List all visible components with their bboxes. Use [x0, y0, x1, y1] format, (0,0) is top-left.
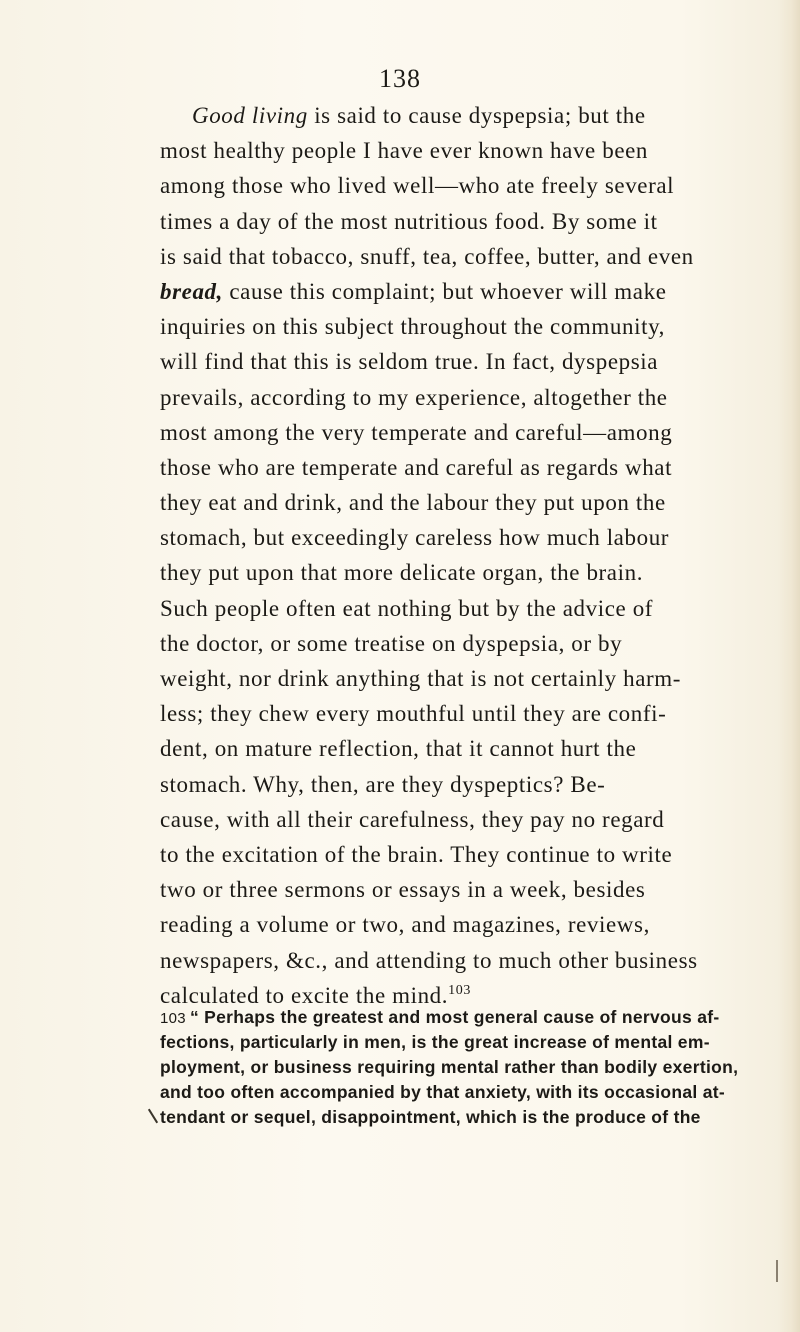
text-run: cause, with all their carefulness, they pay no regard	[160, 806, 665, 832]
page-number: 138	[379, 64, 421, 93]
text-run: they put upon that more delicate organ, the brain.	[160, 560, 644, 586]
text-line	[160, 591, 800, 626]
text-line	[160, 274, 800, 309]
main-paragraph	[160, 98, 800, 1013]
text-run: inquiries on this subject throughout the community,	[160, 314, 666, 340]
text-line	[160, 450, 800, 485]
page-edge-mark	[776, 1260, 778, 1282]
text-line	[160, 767, 800, 802]
text-run: they eat and drink, and the labour they put upon the	[160, 490, 666, 516]
text-run: newspapers, &c., and attending to much other business	[160, 947, 698, 973]
text-line	[160, 485, 800, 520]
text-run: prevails, according to my experience, altogether the	[160, 384, 668, 410]
text-run: Such people often eat nothing but by the advice of	[160, 595, 654, 621]
text-run: reading a volume or two, and magazines, reviews,	[160, 912, 650, 938]
text-run: the doctor, or some treatise on dyspepsia, or by	[160, 630, 623, 656]
text-run: stomach. Why, then, are they dyspeptics? Be-	[160, 771, 606, 797]
text-line	[160, 943, 800, 978]
footnote-text: fections, particularly in men, is the great increase of mental em-	[160, 1032, 710, 1052]
text-run: will find that this is seldom true. In fact, dyspepsia	[160, 349, 659, 375]
text-run: calculated to excite the mind.	[160, 982, 449, 1008]
text-line	[160, 168, 800, 203]
footnote-line	[160, 1080, 800, 1105]
text-line	[160, 872, 800, 907]
text-run: two or three sermons or essays in a week, besides	[160, 877, 646, 903]
text-run: weight, nor drink anything that is not certainly harm-	[160, 666, 682, 691]
text-run: dent, on mature reflection, that it cannot hurt the	[160, 736, 637, 762]
footnote-line	[160, 1030, 800, 1055]
text-line	[160, 907, 800, 942]
text-line	[160, 802, 800, 837]
text-line	[160, 204, 800, 239]
text-run: Good living	[192, 103, 308, 128]
footnote-reference: 103	[448, 982, 471, 998]
text-run: most among the very temperate and careful—among	[160, 419, 673, 445]
text-line	[160, 731, 800, 766]
text-run: to the excitation of the brain. They continue to write	[160, 841, 673, 867]
text-run: stomach, but exceedingly careless how much labour	[160, 525, 670, 551]
text-run: times a day of the most nutritious food. By some it	[160, 208, 658, 234]
text-line	[160, 133, 800, 168]
text-line	[160, 555, 800, 590]
footnote-line	[160, 1005, 800, 1030]
text-run: is said to cause dyspepsia; but the	[307, 103, 646, 128]
footnote-text: and too often accompanied by that anxiety, with its occasional at-	[160, 1082, 725, 1102]
text-line	[160, 626, 800, 661]
footnote	[160, 1005, 800, 1130]
footnote-line	[160, 1055, 800, 1080]
text-line	[160, 696, 800, 731]
text-run: cause this complaint; but whoever will make	[223, 278, 667, 304]
text-run: most healthy people I have ever known have been	[160, 138, 649, 164]
text-run: less; they chew every mouthful until they are confi-	[160, 701, 667, 727]
text-run: bread,	[160, 278, 224, 304]
footnote-text: “ Perhaps the greatest and most general cause of nervous af-	[189, 1007, 720, 1027]
text-run: those who are temperate and careful as regards what	[160, 454, 673, 480]
footnote-text: ployment, or business requiring mental rather than bodily exertion,	[160, 1057, 739, 1077]
text-line	[160, 98, 800, 133]
text-run: is said that tobacco, snuff, tea, coffee, butter, and even	[160, 243, 694, 269]
text-line	[160, 344, 800, 379]
text-line	[160, 661, 800, 696]
text-line	[160, 415, 800, 450]
text-line	[160, 239, 800, 274]
footnote-text: tendant or sequel, disappointment, which is the produce of the	[160, 1107, 701, 1127]
footnote-marker: 103	[160, 1010, 186, 1027]
margin-pencil-mark	[148, 1109, 158, 1124]
text-line	[160, 837, 800, 872]
text-line	[160, 309, 800, 344]
text-line	[160, 380, 800, 415]
text-line	[160, 520, 800, 555]
footnote-line	[160, 1105, 800, 1130]
text-run: among those who lived well—who ate freely several	[160, 173, 675, 199]
